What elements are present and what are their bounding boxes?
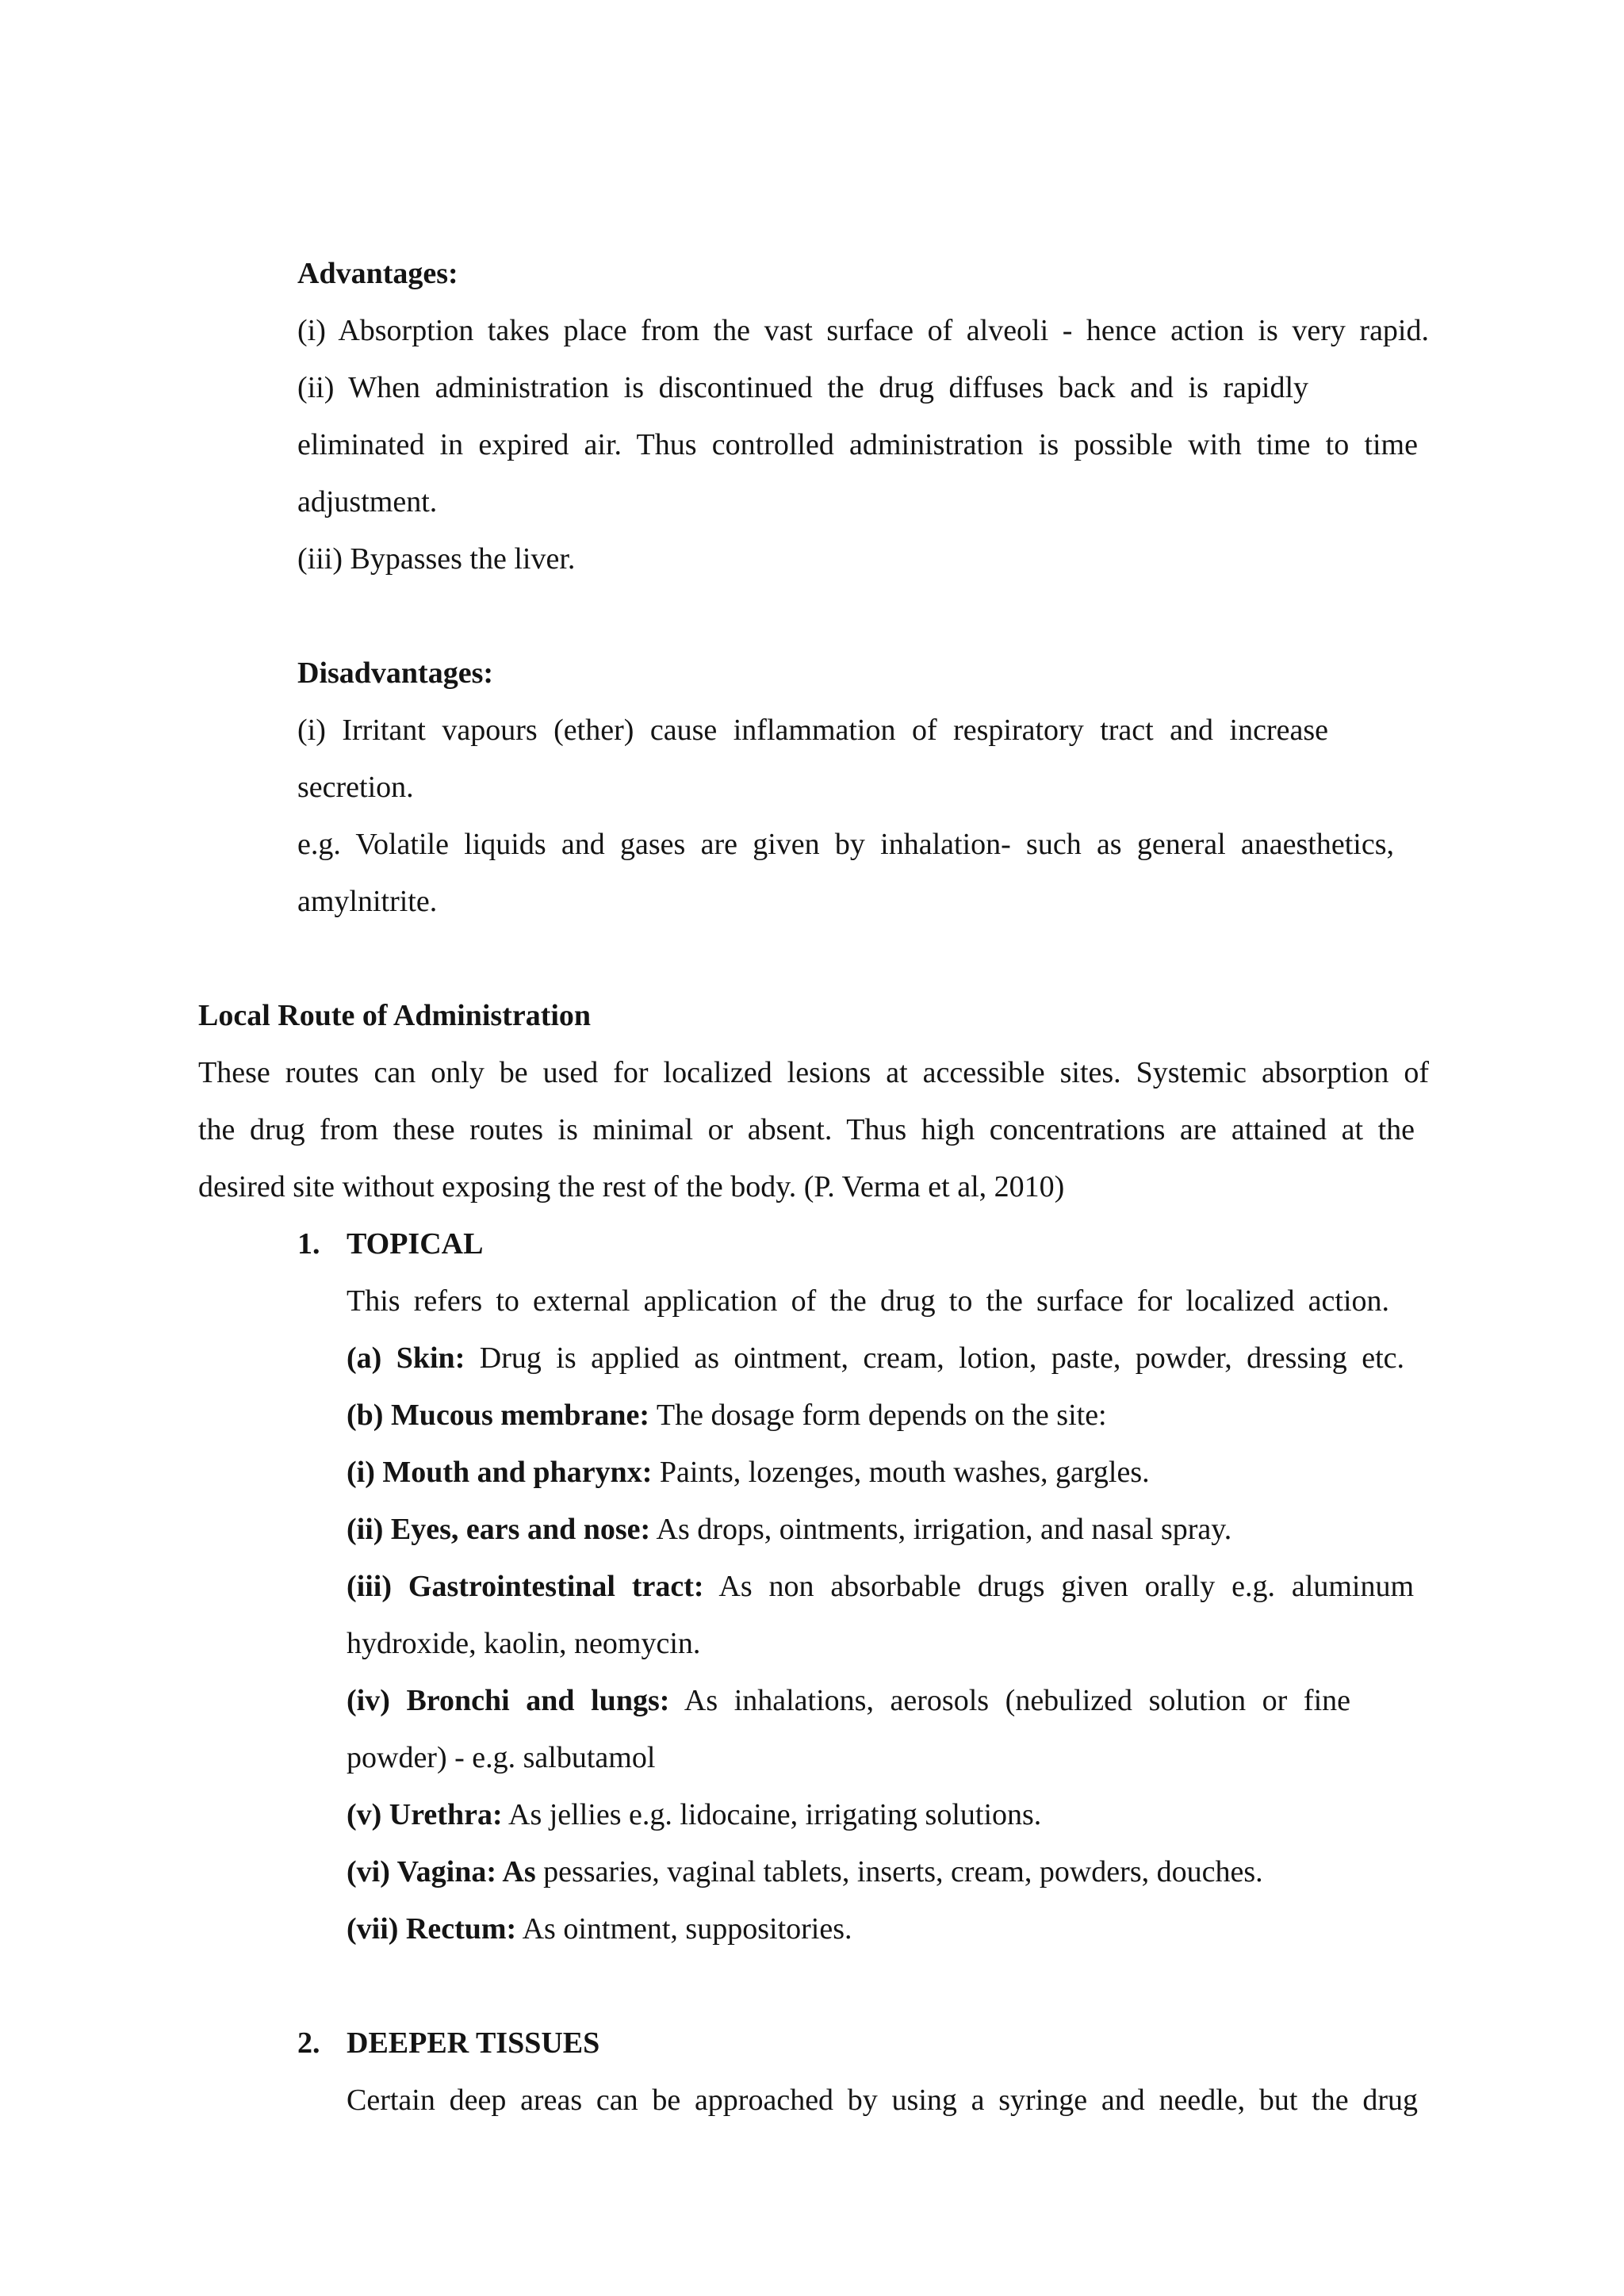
topical-item-rectum <box>347 1911 852 1947</box>
advantages-line-2: (ii) When administration is discontinued the drug diffuses back and is rapidly <box>297 371 1308 404</box>
topical-title: TOPICAL <box>347 1227 484 1261</box>
topical-item-gi <box>347 1568 1414 1605</box>
advantages-line-3: eliminated in expired air. Thus controlled administration is possible with time to time <box>297 428 1418 461</box>
mucous-label: (b) Mucous membrane: <box>347 1399 650 1432</box>
topical-item-gi-cont <box>347 1625 700 1662</box>
item-label: (i) Mouth and pharynx: <box>347 1456 653 1489</box>
disadvantages-line-1: (i) Irritant vapours (ether) cause inflammation of respiratory tract and increase <box>297 714 1328 747</box>
topical-item-vagina <box>347 1854 1263 1890</box>
skin-text: Drug is applied as ointment, cream, lotion, paste, powder, dressing etc. <box>465 1341 1405 1375</box>
topical-item-eyes <box>347 1511 1231 1548</box>
item-label: (ii) Eyes, ears and nose: <box>347 1513 651 1546</box>
topical-item-mouth <box>347 1454 1150 1490</box>
topical-item-bronchi-cont <box>347 1739 655 1776</box>
local-route-heading: Local Route of Administration <box>198 999 592 1032</box>
item-label: (v) Urethra: <box>347 1798 503 1831</box>
disadvantages-line-2: secretion. <box>297 771 414 804</box>
item-text: As jellies e.g. lidocaine, irrigating solutions. <box>502 1798 1042 1831</box>
topical-mucous <box>347 1397 1107 1433</box>
topical-item-urethra <box>347 1797 1041 1833</box>
advantages-line-4: adjustment. <box>297 485 438 519</box>
disadvantages-line-3: e.g. Volatile liquids and gases are given by inhalation- such as general anaesthetics, <box>297 828 1394 861</box>
advantages-line-5: (iii) Bypasses the liver. <box>297 542 576 576</box>
topical-intro: This refers to external application of the drug to the surface for localized action. <box>347 1284 1389 1318</box>
topical-item-bronchi <box>347 1682 1350 1719</box>
item-text: hydroxide, kaolin, neomycin. <box>347 1627 701 1660</box>
item-label: (iv) Bronchi and lungs: <box>347 1684 670 1717</box>
local-route-line-1: These routes can only be used for localized lesions at accessible sites. Systemic absorption of <box>198 1056 1429 1089</box>
topical-skin <box>347 1340 1404 1376</box>
item-text: powder) - e.g. salbutamol <box>347 1741 656 1774</box>
deeper-line-1: Certain deep areas can be approached by using a syringe and needle, but the drug <box>347 2084 1418 2117</box>
local-route-line-2: the drug from these routes is minimal or absent. Thus high concentrations are attained at the <box>198 1113 1415 1146</box>
item-label: (vii) Rectum: <box>347 1912 517 1946</box>
topical-number: 1. <box>297 1227 320 1261</box>
item-text: As non absorbable drugs given orally e.g. aluminum <box>703 1570 1415 1603</box>
item-text: As inhalations, aerosols (nebulized solution or fine <box>669 1684 1350 1717</box>
mucous-text: The dosage form depends on the site: <box>649 1399 1107 1432</box>
advantages-line-1: (i) Absorption takes place from the vast surface of alveoli - hence action is very rapid. <box>297 314 1429 347</box>
item-label: (vi) Vagina: As <box>347 1855 536 1888</box>
item-text: As ointment, suppositories. <box>516 1912 852 1946</box>
skin-label: (a) Skin: <box>347 1341 465 1375</box>
disadvantages-line-4: amylnitrite. <box>297 885 438 918</box>
deeper-title: DEEPER TISSUES <box>347 2026 600 2060</box>
item-label: (iii) Gastrointestinal tract: <box>347 1570 704 1603</box>
item-text: pessaries, vaginal tablets, inserts, cream, powders, douches. <box>535 1855 1263 1888</box>
advantages-heading: Advantages: <box>297 257 458 290</box>
local-route-line-3: desired site without exposing the rest of the body. (P. Verma et al, 2010) <box>198 1170 1065 1203</box>
item-text: Paints, lozenges, mouth washes, gargles. <box>652 1456 1150 1489</box>
item-text: As drops, ointments, irrigation, and nasal spray. <box>650 1513 1232 1546</box>
deeper-number: 2. <box>297 2026 320 2060</box>
disadvantages-heading: Disadvantages: <box>297 656 494 690</box>
